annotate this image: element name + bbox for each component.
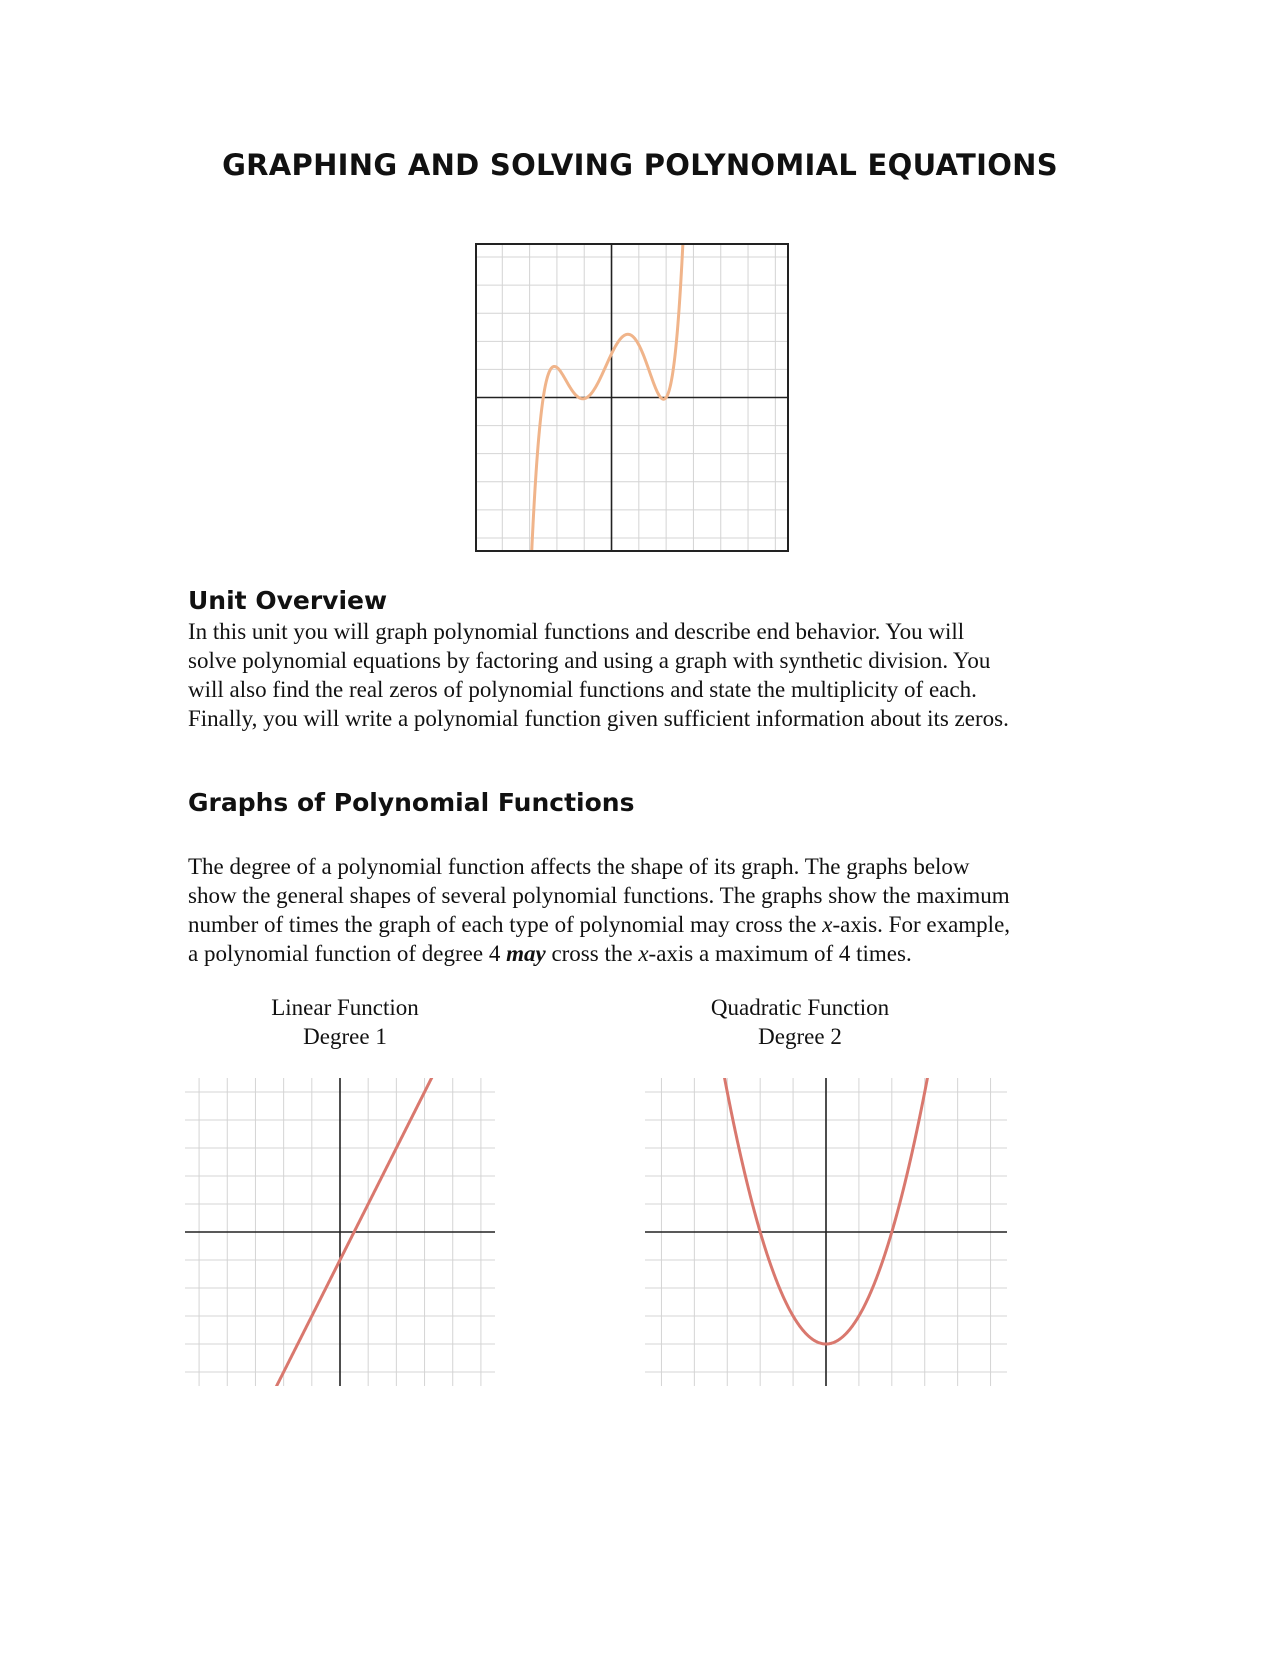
quadratic-function-label: Quadratic Function: [710, 995, 890, 1020]
unit-overview-heading: Unit Overview: [188, 586, 388, 615]
linear-function-label: Linear Function: [271, 995, 419, 1020]
quadratic-function-graph: [645, 1078, 1007, 1386]
page-title: GRAPHING AND SOLVING POLYNOMIAL EQUATIONS: [222, 148, 1058, 182]
graphs-line: The degree of a polynomial function affects the shape of its graph. The graphs below: [188, 854, 970, 879]
overview-line: will also find the real zeros of polynomial functions and state the multiplicity of each.: [188, 677, 977, 702]
linear-caption: [195, 993, 495, 1051]
graphs-section-heading: Graphs of Polynomial Functions: [188, 788, 635, 817]
linear-degree-label: Degree 1: [303, 1024, 387, 1049]
unit-overview-paragraph: [188, 617, 1108, 733]
quadratic-caption: [650, 993, 950, 1051]
linear-function-graph: [185, 1078, 495, 1386]
quintic-polynomial-graph: [475, 243, 789, 552]
graphs-line: show the general shapes of several polynomial functions. The graphs show the maximum: [188, 883, 1010, 908]
graphs-section-paragraph: [188, 852, 1108, 968]
graphs-line: number of times the graph of each type of polynomial may cross the x-axis. For example,: [188, 912, 1011, 937]
graphs-line: a polynomial function of degree 4 may cross the x-axis a maximum of 4 times.: [188, 941, 912, 966]
overview-line: solve polynomial equations by factoring and using a graph with synthetic division. You: [188, 648, 991, 673]
quadratic-degree-label: Degree 2: [758, 1024, 842, 1049]
overview-line: Finally, you will write a polynomial function given sufficient information about its zeros.: [188, 706, 1009, 731]
overview-line: In this unit you will graph polynomial functions and describe end behavior. You will: [188, 619, 965, 644]
